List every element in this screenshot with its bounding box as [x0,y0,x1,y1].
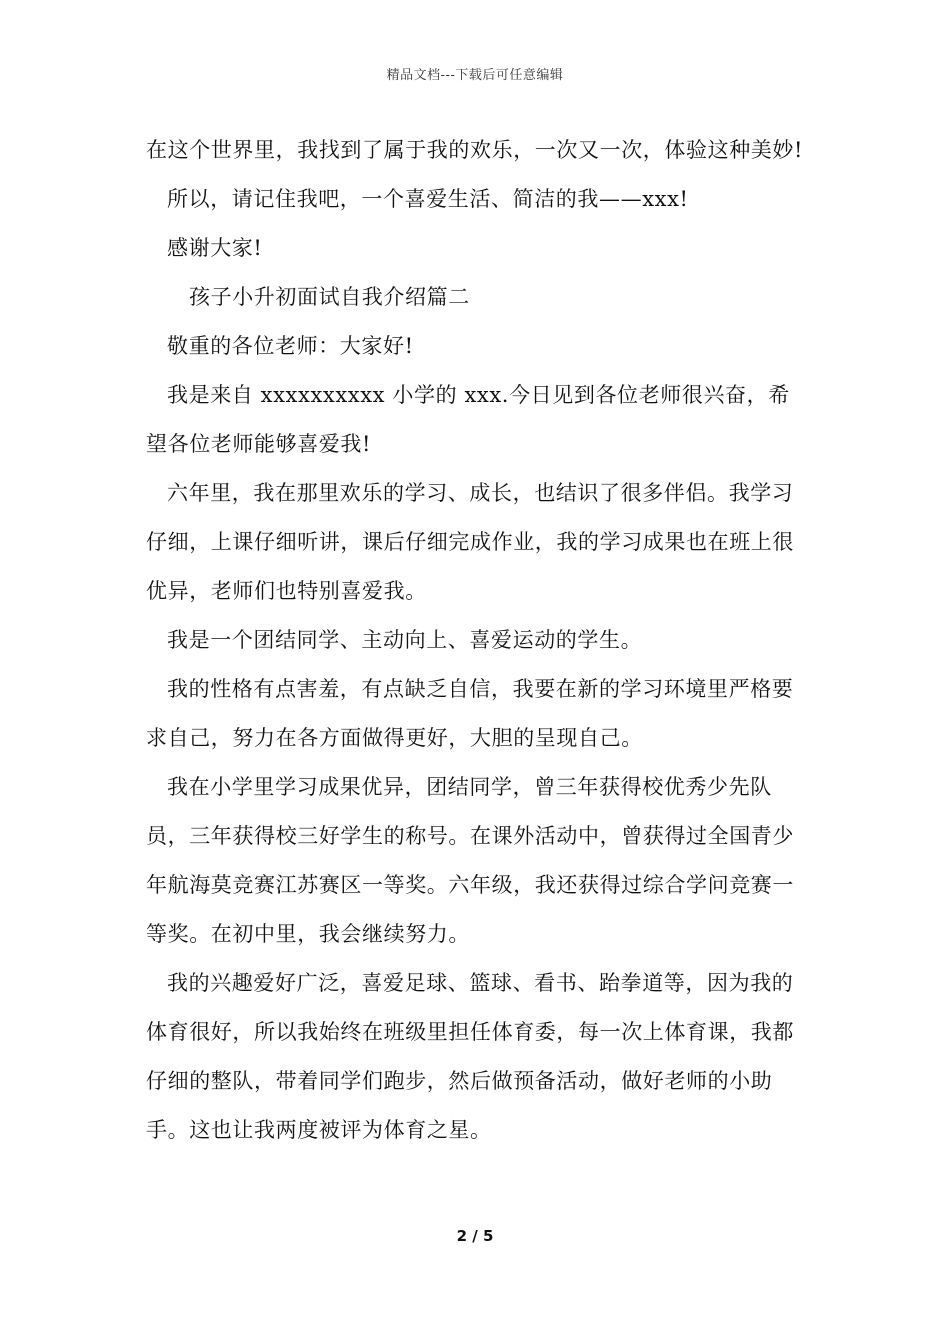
document-body [146,126,810,1155]
paragraph: 六年里，我在那里欢乐的学习、成长，也结识了很多伴侣。我学习仔细，上课仔细听讲，课后仔细完成作业，我的学习成果也在班上很优异，老师们也特别喜爱我。 [146,481,794,603]
paragraph: 我的性格有点害羞，有点缺乏自信，我要在新的学习环境里严格要求自己，努力在各方面做得更好，大胆的呈现自己。 [146,677,794,750]
paragraph: 我在小学里学习成果优异，团结同学，曾三年获得校优秀少先队员，三年获得校三好学生的称号。在课外活动中，曾获得过全国青少年航海莫竞赛江苏赛区一等奖。六年级，我还获得过综合学问竞赛一等奖。在初中里，我会继续努力。 [146,775,794,946]
paragraph: 我的兴趣爱好广泛，喜爱足球、篮球、看书、跆拳道等，因为我的体育很好，所以我始终在班级里担任体育委，每一次上体育课，我都仔细的整队，带着同学们跑步，然后做预备活动，做好老师的小助手。这也让我两度被评为体育之星。 [146,971,794,1142]
page-header: 精品文档---下载后可任意编辑 [386,68,564,83]
paragraph: 我是来自 xxxxxxxxxx 小学的 xxx.今日见到各位老师很兴奋，希望各位老师能够喜爱我! [146,383,790,456]
page-number: 2 / 5 [456,1227,494,1245]
paragraph: 感谢大家! [167,236,263,260]
paragraph: 我是一个团结同学、主动向上、喜爱运动的学生。 [167,628,643,652]
paragraph: 所以，请记住我吧，一个喜爱生活、简洁的我——xxx! [167,187,689,211]
paragraph: 在这个世界里，我找到了属于我的欢乐，一次又一次，体验这种美妙! [146,138,804,162]
paragraph: 敬重的各位老师：大家好! [167,334,414,358]
section-heading: 孩子小升初面试自我介绍篇二 [189,285,470,309]
